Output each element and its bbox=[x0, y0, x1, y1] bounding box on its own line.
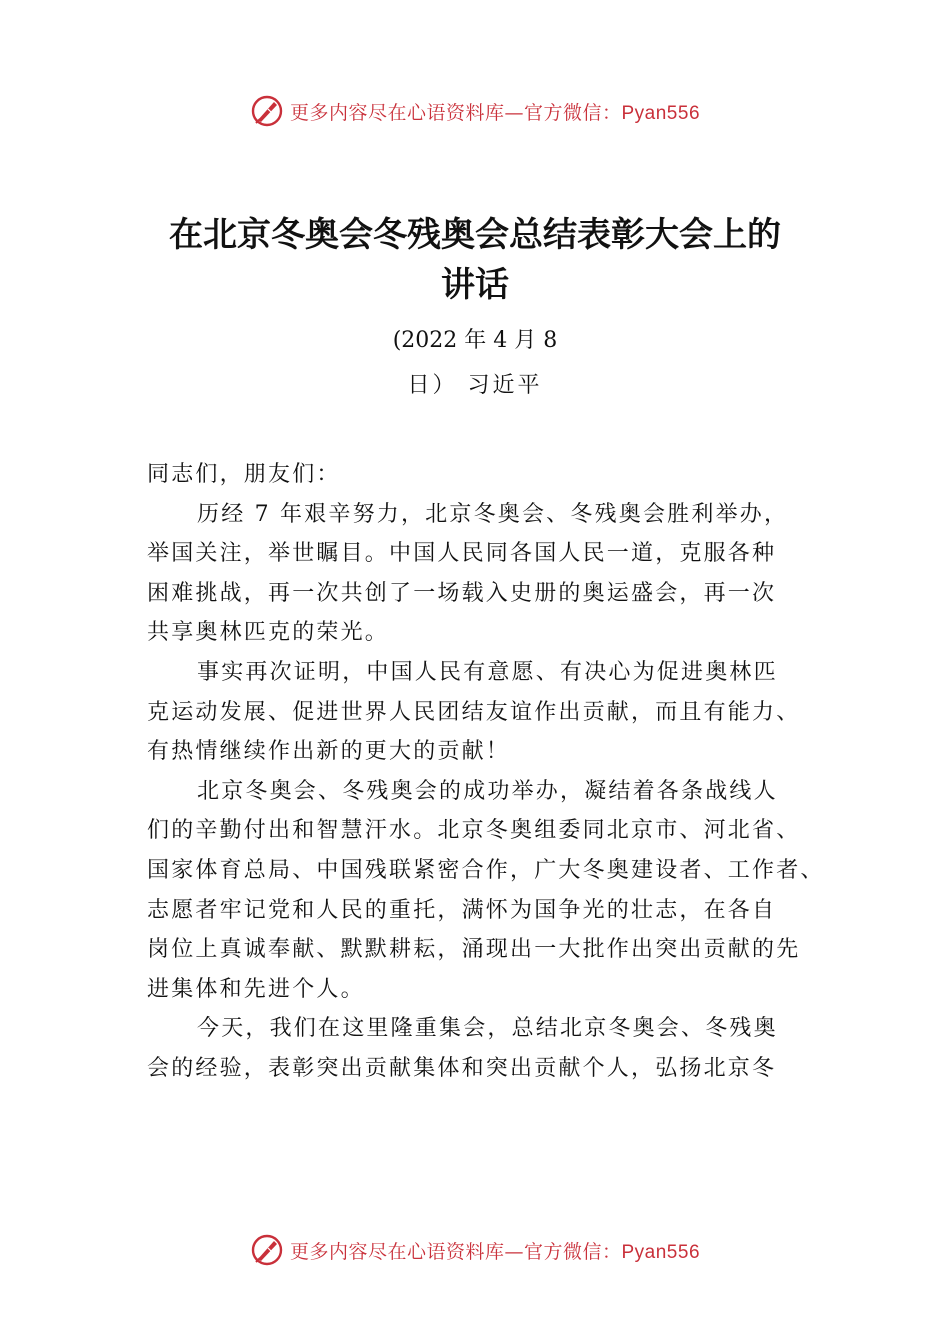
paragraph-line: 志愿者牢记党和人民的重托，满怀为国争光的壮志，在各自 bbox=[147, 897, 777, 923]
title-line-2: 讲话 bbox=[441, 265, 509, 305]
salutation-text: 同志们，朋友们： bbox=[147, 462, 341, 487]
paragraph-line: 克运动发展、促进世界人民团结友谊作出贡献，而且有能力、 bbox=[147, 699, 801, 725]
paragraph-line: 举国关注，举世瞩目。中国人民同各国人民一道，克服各种 bbox=[147, 541, 777, 567]
document-title bbox=[120, 210, 830, 310]
paragraph-line: 进集体和先进个人。 bbox=[147, 976, 365, 1002]
paragraph-line: 北京冬奥会、冬残奥会的成功举办，凝结着各条战线人 bbox=[197, 778, 778, 804]
watermark-label: 更多内容尽在心语资料库—官方微信： bbox=[289, 1240, 622, 1263]
watermark-wechat-id: Pyan556 bbox=[621, 1241, 701, 1263]
paragraph-1 bbox=[147, 495, 837, 653]
header-watermark bbox=[0, 94, 950, 128]
paragraph-line: 历经 7 年艰辛努力，北京冬奥会、冬残奥会胜利举办， bbox=[197, 501, 789, 527]
paragraph-3 bbox=[147, 772, 837, 1010]
title-line-1: 在北京冬奥会冬残奥会总结表彰大会上的 bbox=[169, 215, 781, 255]
paragraph-line: 岗位上真诚奉献、默默耕耘，涌现出一大批作出突出贡献的先 bbox=[147, 937, 801, 963]
paragraph-line: 事实再次证明，中国人民有意愿、有决心为促进奥林匹 bbox=[197, 659, 778, 685]
salutation bbox=[147, 455, 837, 495]
paragraph-2 bbox=[147, 653, 837, 772]
paragraph-line: 会的经验，表彰突出贡献集体和突出贡献个人，弘扬北京冬 bbox=[147, 1055, 777, 1081]
watermark-wechat-id: Pyan556 bbox=[621, 102, 701, 124]
date-line-1: (2022 年 4 月 8 bbox=[392, 328, 558, 353]
paragraph-line: 共享奥林匹克的荣光。 bbox=[147, 620, 390, 646]
watermark-text bbox=[290, 1237, 700, 1264]
paragraph-line: 有热情继续作出新的更大的贡献！ bbox=[147, 739, 511, 765]
paragraph-line: 们的辛勤付出和智慧汗水。北京冬奥组委同北京市、河北省、 bbox=[147, 818, 801, 844]
paragraph-line: 今天，我们在这里隆重集会，总结北京冬奥会、冬残奥 bbox=[197, 1016, 778, 1042]
paragraph-line: 困难挑战，再一次共创了一场载入史册的奥运盛会，再一次 bbox=[147, 580, 777, 606]
document-body bbox=[147, 455, 837, 1089]
paragraph-line: 国家体育总局、中国残联紧密合作，广大冬奥建设者、工作者、 bbox=[147, 857, 825, 883]
watermark-text bbox=[290, 98, 700, 125]
footer-watermark bbox=[0, 1233, 950, 1267]
quill-pen-logo-icon bbox=[250, 94, 284, 128]
watermark-label: 更多内容尽在心语资料库—官方微信： bbox=[289, 101, 622, 124]
paragraph-4 bbox=[147, 1009, 837, 1088]
date-author-line: 日） 习近平 bbox=[407, 373, 543, 398]
quill-pen-logo-icon bbox=[250, 1233, 284, 1267]
